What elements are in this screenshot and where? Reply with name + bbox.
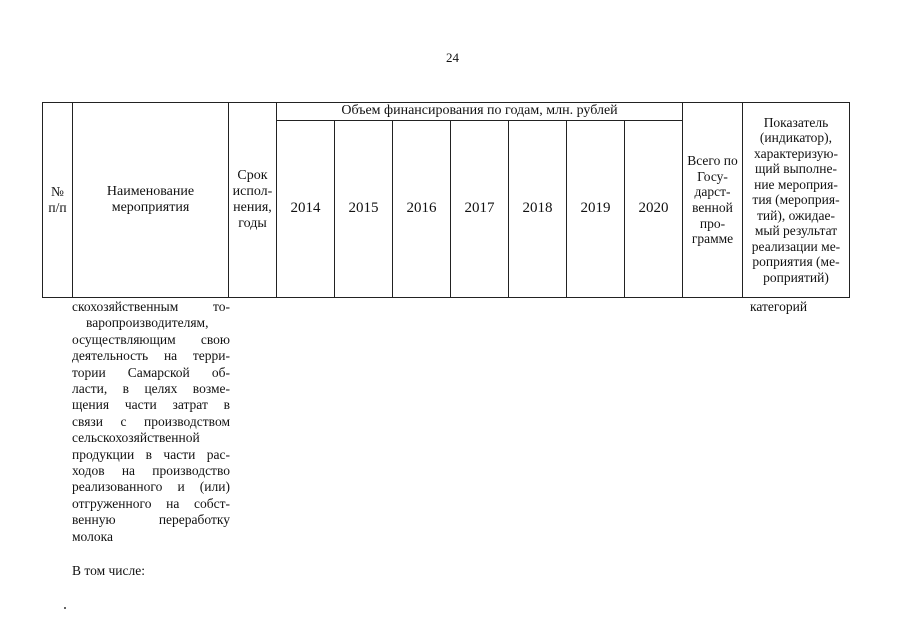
page-number: 24 [446,50,459,65]
header-total [683,103,743,298]
description-line: осуществляющим свою [72,331,230,347]
description-line: ходов на производство [72,463,230,479]
header-year-2015: 2015 [335,121,393,298]
description-line: варопроизводителям, [86,315,209,331]
header-indicator-line: (индикатор), [759,130,833,146]
description-line: деятельность на терри- [72,348,230,364]
header-indicator-line: роприятий) [763,269,829,285]
header-name-line: мероприятия [111,200,190,215]
scan-speck [64,607,66,609]
description-line: молока [72,528,113,544]
header-year-2020: 2020 [625,121,683,298]
header-indicator-line: тия (мероприя- [752,192,840,208]
header-total-line: венной [692,200,733,215]
header-total-line: Всего по [687,153,738,169]
header-indicator-line: щий выполне- [755,161,837,177]
description-line: венную переработку [72,512,230,528]
description-line: ласти, в целях возме- [72,381,230,397]
header-total-line: дарст- [694,184,731,200]
header-number [43,103,73,298]
header-indicator-line: Показатель [763,114,829,130]
description-line: реализованного и (или) [72,479,230,495]
description-line: щения части затрат в [72,397,230,413]
header-total-line: Госу- [697,168,728,184]
description-line: сельскохозяйственной [72,430,200,446]
header-year-2017: 2017 [451,121,509,298]
header-year-2016: 2016 [393,121,451,298]
header-year-2018: 2018 [509,121,567,298]
header-year-2014: 2014 [277,121,335,298]
header-indicator-line: ние мероприя- [754,176,838,192]
header-term [229,103,277,298]
header-name-line: Наименование [106,183,195,199]
header-indicator-line: роприятия (ме- [752,254,840,270]
header-term-line: нения, [233,200,272,215]
header-term-line: годы [238,216,267,232]
header-term-line: Срок [237,167,268,183]
header-indicator-line: характеризую- [754,145,838,161]
description-line: скохозяйственным то- [72,299,230,314]
header-funding: Объем финансирования по годам, млн. рублей [277,103,683,121]
description-line: тории Самарской об- [72,364,230,380]
header-indicator-line: мый результат [754,223,838,239]
header-name [73,103,229,298]
header-indicator [743,103,850,298]
description-line: продукции в части рас- [72,446,230,462]
header-indicator-line: тий), ожидае- [757,207,835,223]
program-table [42,102,850,298]
header-term-line: испол- [232,183,273,199]
description-line: отгруженного на собст- [72,495,230,511]
header-indicator-line: реализации ме- [751,238,841,254]
header-total-line: грамме [691,231,734,247]
header-number-line: п/п [48,200,67,215]
measure-description [72,299,230,545]
header-year-2019: 2019 [567,121,625,298]
subsection-label: В том числе: [72,563,145,578]
description-line: связи с производством [72,413,230,429]
indicator-continuation: категорий [750,299,808,314]
header-number-line: № [51,184,64,200]
header-total-line: про- [699,215,726,231]
